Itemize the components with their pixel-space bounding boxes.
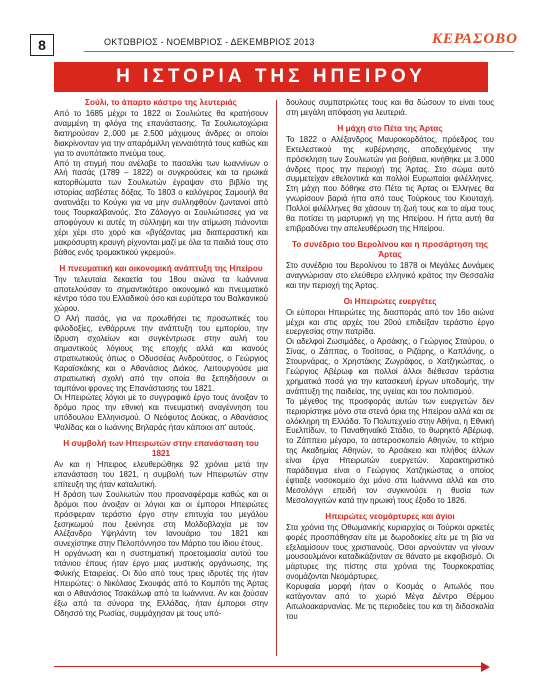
section-heading: Η πνευματική και οικονομική ανάπτυξη της Ηπείρου xyxy=(59,263,263,273)
body-paragraph: Οι εύποροι Ηπειρώτες της διασποράς από τον 16ο αιώνα μέχρι και στις αρχές του 20ού επιδείξαν τεράστιο έργο ευεργεσίας στην πατρίδα. xyxy=(286,307,494,337)
body-paragraph: Στα χρόνια της Οθωμανικής κυριαρχίας οι Τούρκοι αρκετές φορές προσπάθησαν είτε με δωροδοκίες είτε με τη βία να εξελαμίσουν τους χριστιανούς. Όσοι αρνούνταν να γίνουν μουσουλμάνοι καταδικάζονταν σε θάνατο με εκφοβισμό. Οι μάρτυρες της πίστης στα χρόνια της Τουρκοκρατίας ονομάζονται Νεομάρτυρες. xyxy=(286,522,494,582)
body-paragraph: Η οργάνωση και η συστηματική προετοιμασία αυτού του τιτάνιου έπους ήταν έργο μιας μυστικής οργάνωσης, της Φιλικής Εταιρείας. Οι δύο από τους τρεις ιδρυτές της ήταν Ηπειρώτες: ο Νικόλαος Σκουφάς από το Κομπότι της Άρτας και ο Αθανάσιος Τσακάλωφ από τα Ιωάννινα. Αν και ζούσαν έξω από τα σύνορα της Ελλάδας, ήταν έμποροι στην Οδησσό της Ρωσίας, συμμάχησαν με τους υπό- xyxy=(54,549,268,618)
body-paragraph: Την τελευταία δεκαετία του 18ου αιώνα τα Ιωάννινα αποτελούσαν το σημαντικότερο οικονομικό και πνευματικό κέντρο τόσο του Ελλαδικού όσο και ευρύτερα του Βαλκανικού χώρου. xyxy=(54,274,268,314)
article-title: Η ΙΣΤΟΡΙΑ ΤΗΣ ΗΠΕΙΡΟΥ xyxy=(54,62,488,92)
section-heading: Η συμβολή των Ηπειρωτών στην επανάσταση του 1821 xyxy=(63,439,259,459)
body-paragraph: Κορυφαία μορφή ήταν ο Κοσμάς ο Αιτωλός που κατάγονταν από το χωριό Μέγα Δέντρο Θέρμου Αιτωλοακαρνανίας. Με τις περιοδείες του και τη διδασκαλία του xyxy=(286,582,494,621)
page-header xyxy=(30,30,518,56)
body-paragraph: Το 1822 ο Αλέξανδρος Μαυροκορδάτος, πρόεδρος του Εκτελεστικού της κυβέρνησης, αποδεχόμενος την πρόσκληση των Σουλιωτών για βοήθεια, κινήθηκε με 3.000 άνδρες προς την περιοχή της Άρτας. Στο σώμα αυτό συμμετείχαν εθελοντικά και πολλοί Ευρωπαίοι φιλέλληνες. Στη μάχη που δόθηκε στο Πέτα τις Άρτας οι Έλληνες θα γνωρίσουν βαριά ήττα από τους Τούρκους του Κιουταχή. Πολλοί φιλέλληνες θα χάσουν τη ζωή τους και το αίμα τους θα ποτίσει τη μαρτυρική γη της Ηπείρου. Η ήττα αυτή θα επιβραδύνει την απελευθέρωση της Ηπείρου. xyxy=(286,134,494,233)
body-paragraph: Από το 1685 μέχρι το 1822 οι Σουλιώτες θα κρατήσουν αναμμένη τη φλόγα της επανάστασης. Τα Σουλιωτοχώρια διατηρούσαν 2,.000 με 2.500 μάχιμους άνδρες οι οποίοι διακρίνονταν για την απαράμιλλη γενναιότητά τους καθώς και για το ανυπότακτο πνεύμα τους. xyxy=(54,109,268,158)
page-number: 8 xyxy=(30,34,54,56)
arrow-head-icon xyxy=(481,662,490,672)
header-rule xyxy=(84,51,514,52)
right-column xyxy=(286,98,494,658)
arrow-line xyxy=(54,666,482,667)
section-heading: Το συνέδριο του Βερολίνου και η προσάρτηση της Άρτας xyxy=(291,239,489,259)
body-paragraph: Η δράση των Σουλιωτών που προαναφέραμε καθώς και οι δρόμοι που άνοιξαν οι λόγιοι και οι έμποροι Ηπειρώτες πρόσφεραν τεράστιο έργο στην επιτυχία του μεγάλου ξεσηκωμού που ξεκίνησε στη Μολδοβλαχία με τον Αλέξανδρο Υψηλάντη τον Ιανουάριο του 1821 και συνεχίστηκε στην Πελοπόννησο τον Μάρτιο του ίδιου έτους. xyxy=(54,489,268,549)
body-paragraph: Από τη στιγμή που ανέλαβε το πασαλίκι των Ιωαννίνων ο Αλή πασάς (1789 – 1822) οι συγκρούσεις και τα ηρωικά κατορθώματα των Σουλιωτών έγραψαν στο βιβλίο της ιστορίας ασβέστες δόξας. Το 1803 ο καλόγερος Σαμουήλ θα ανατινάξει το Κούγκι για να μην συλληφθούν ζωντανοί από τους Τουρκαλβανούς. Στο Ζάλογγο οι Σουλιώτισσες για να αποφύγουν κι αυτές τη σύλληψη και την ατίμωση πιάνονται χέρι χέρι στο χορό και «βγάζοντας μια διαπεραστική και μακρόσυρτη κραυγή ρίχνονται μαζί με όλα τα παιδιά τους στο βάθος ενός τρομακτικού γκρεμού». xyxy=(54,158,268,257)
section-heading: Η μάχη στο Πέτα της Άρτας xyxy=(337,123,443,133)
publication-brand: ΚΕΡΑΣΟΒΟ xyxy=(432,31,518,47)
continue-arrow xyxy=(54,662,490,672)
body-paragraph: Στο συνέδριο του Βερολίνου το 1878 οι Μεγάλες Δυνάμεις αναγνώρισαν στο ελεύθερο ελληνικό κράτος την Θεσσαλία και την περιοχή της Άρτας. xyxy=(286,260,494,290)
issue-date: ΟΚΤΩΒΡΙΟΣ - ΝΟΕΜΒΡΙΟΣ - ΔΕΚΕΜΒΡΙΟΣ 2013 xyxy=(104,37,315,47)
body-paragraph: Αν και η Ήπειρος ελευθερώθηκε 92 χρόνια μετά την επανάσταση του 1821, η συμβολή των Ηπειρωτών στην επίτευξη της ήταν καταλυτική. xyxy=(54,460,268,489)
body-paragraph: δουλους συμπατριώτες τους και θα δώσουν το είναι τους στη μεγάλη απόφαση για λευτεριά. xyxy=(286,98,494,117)
body-paragraph: Ο Αλή πασάς, για να προωθήσει τις προσωπικές του φιλοδοξίες, ενθάρρυνε την ανάπτυξη του εμπορίου, την ίδρυση σχολείων και συγκέντρωσε στην αυλή του σημαντικούς λόγιους της εποχής αλλά και ικανούς στρατιωτικούς όπως ο Οδυσσέας Ανδρούτσος, ο Γεώργιος Καραϊσκάκης και ο Αθανάσιος Διάκος. Λειτουργούσε μια στρατιωτική σχολή από την οποία θα ξεπηδήσουν οι ταμπάνοι φρονες της Επανάστασης του 1821. xyxy=(54,314,268,393)
section-heading: Οι Ηπειρώτες ευεργέτες xyxy=(343,296,437,306)
left-column xyxy=(54,98,268,658)
section-heading: Ηπειρώτες νεομάρτυρες και άγιοι xyxy=(325,511,455,521)
column-divider xyxy=(276,100,277,656)
body-paragraph: Το μέγεθος της προσφοράς αυτών των ευεργετών δεν περιορίστηκε μόνο στα στενά όρια της Ηπείρου αλλά και σε ολόκληρη τη Ελλάδα. Το Πολυτεχνείο στην Αθήνα, η Εθνική Ευελπίδων, το Παναθηναϊκό Στάδιο, το θωρηκτό Αβέρωφ, το Ζάππειο μέγαρο, το αστεροσκοπείο Αθηνών, το κτήριο της Ακαδημίας Αθηνών, το Αρσάκειο και πλήθος άλλων είναι έργα Ηπειρωτών ευεργετών. Χαρακτηριστικό παράδειγμα είναι ο Γεώργιος Χατζηκώστας ο οποίος έφτιαξε νοσοκομείο όχι μόνο στα Ιωάννινα αλλά και στο Μεσολόγγι επειδή τον συγκινούσε η θυσία των Μεσολογγιτών κατά την ηρωική τους έξοδο το 1826. xyxy=(286,396,494,505)
body-paragraph: Οι αδελφοί Ζωσιμάδες, ο Αρσάκης, ο Γεώργιος Σταύρου, ο Σίνας, ο Ζάππας, ο Τοσίτσας, ο Ριζάρης, ο Καπλάνης, ο Στουρνάρας, ο Χρηστάκης Ζωγράφος, ο Χατζηκώστας, ο Γεώργιος Αβέρωφ και πολλοί άλλοι διέθεσαν τεράστια χρηματικά ποσά για την κατασκευή έργων υποδομής, την ανάπτυξη της παιδείας, της υγείας και του πολιτισμού. xyxy=(286,337,494,396)
body-paragraph: Οι Ηπειρώτες λόγιοι με το συγγραφικό έργο τους άνοιξαν το δρόμο προς την εθνική και πνευματική αναγέννηση του υπόδουλου Ελληνισμού. Ο Νεόφυτος Δούκας, ο Αθανάσιος Ψαλίδας και ο Ιωάννης Βηλαράς ήταν κάποιοι απ' αυτούς. xyxy=(54,393,268,433)
section-heading: Σούλι, το άπαρτο κάστρο της λευτεριάς xyxy=(85,98,237,107)
